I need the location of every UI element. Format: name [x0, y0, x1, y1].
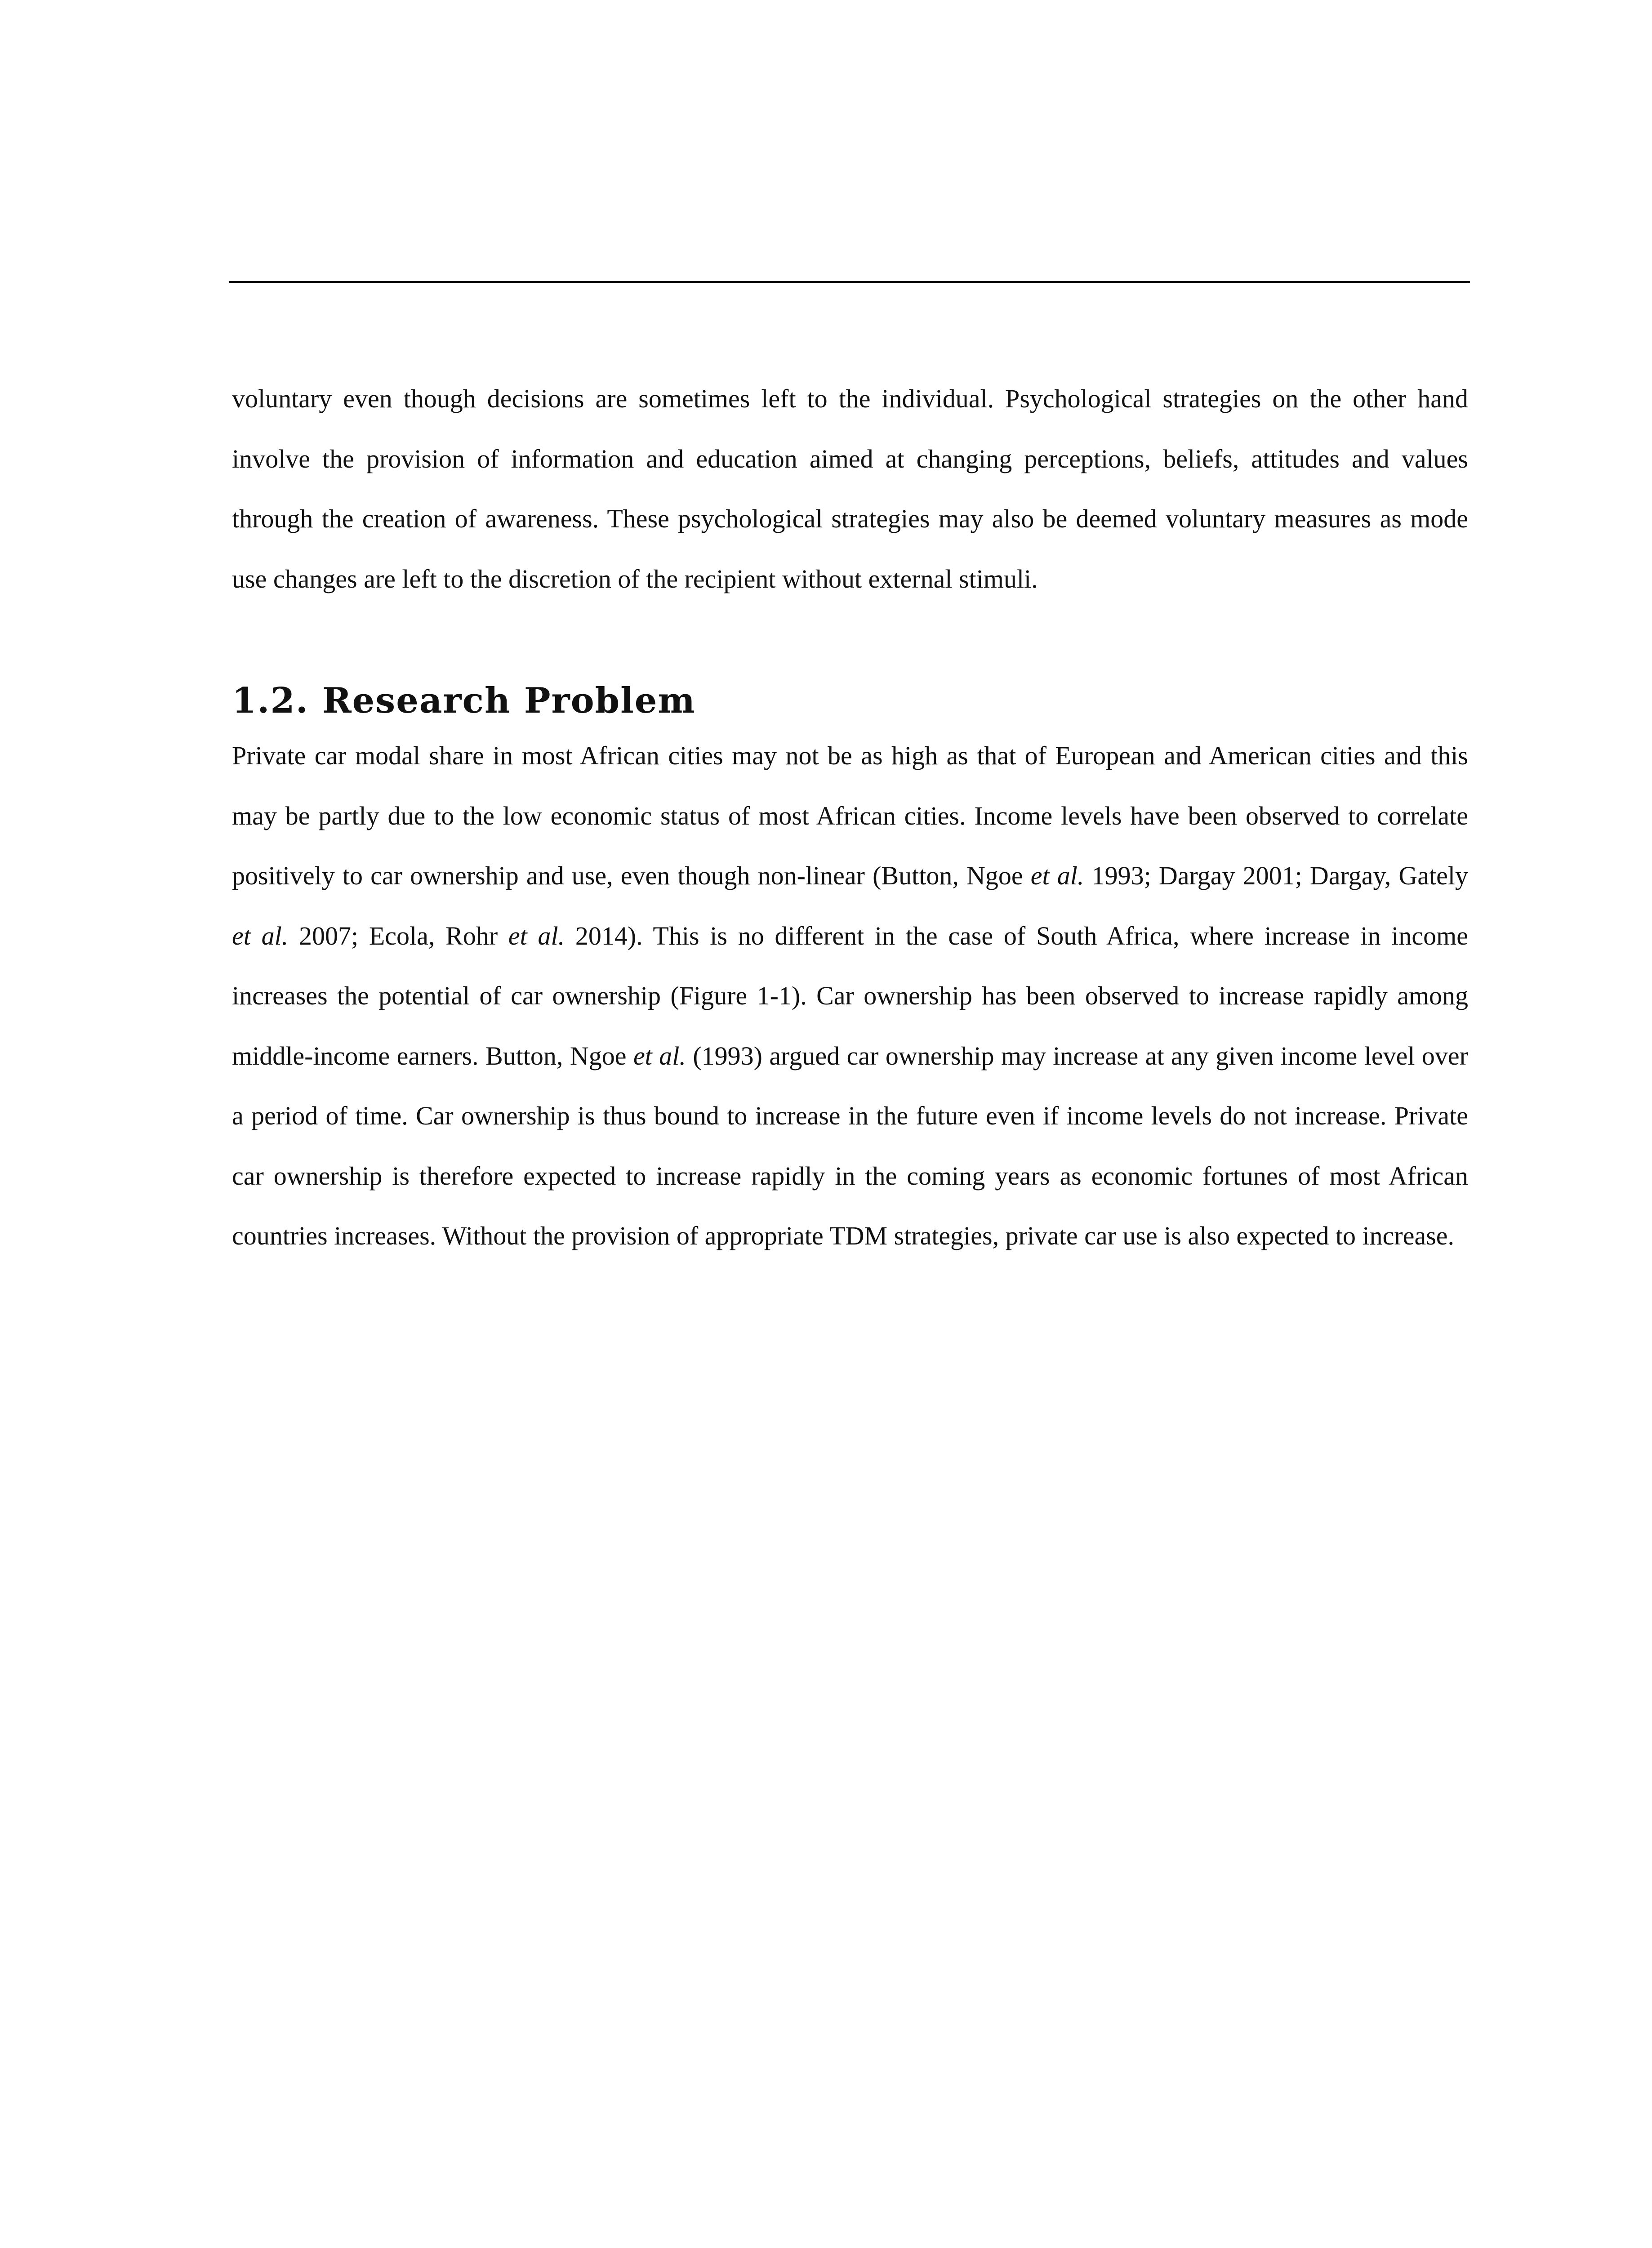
section-heading — [232, 676, 1468, 726]
text-run: 2007; Ecola, Rohr — [288, 921, 508, 950]
section-number: 1.2. — [232, 680, 309, 721]
citation-et-al: et al. — [508, 921, 565, 950]
citation-et-al: et al. — [1030, 861, 1084, 890]
text-run: Private car modal share in most African cities may not be as high as that of European and American cities and this may be partly due to the low economic status of most African cities. Income levels have been observed to correlate positively to car ownership and use, even though non-linear (Button, Ngoe — [232, 741, 1468, 890]
text-run: (1993) argued car ownership may increase at any given income level over a period of time. Car ownership is thus bound to increase in the future even if income levels do not increase. Private car ownership is therefore expected to increase rapidly in the coming years as economic fortunes of most African countries increases. Without the provision of appropriate TDM strategies, private car use is also expected to increase. — [232, 1041, 1468, 1250]
section-title: Research Problem — [322, 680, 696, 721]
citation-et-al: et al. — [232, 921, 289, 950]
text-run: 1993; Dargay 2001; Dargay, Gately — [1084, 861, 1468, 890]
paragraph-voluntary-measures: voluntary even though decisions are sometimes left to the individual. Psychological strategies on the other hand involve the provision of information and education aimed at changing perceptions, beliefs, attitudes and values through the creation of awareness. These psychological strategies may also be deemed voluntary measures as mode use changes are left to the discretion of the recipient without external stimuli. — [232, 384, 1468, 593]
text-run: 2014). This is no different in the case of South Africa, where increase in income increases the potential of car ownership (Figure 1-1). Car ownership has been observed to increase rapidly among middle-income earners. Button, Ngoe — [232, 921, 1468, 1070]
page-content — [232, 369, 1468, 1266]
paragraph-research-problem — [232, 726, 1468, 1266]
citation-et-al: et al. — [633, 1041, 686, 1070]
section-spacer — [232, 609, 1468, 676]
header-rule — [229, 281, 1470, 283]
